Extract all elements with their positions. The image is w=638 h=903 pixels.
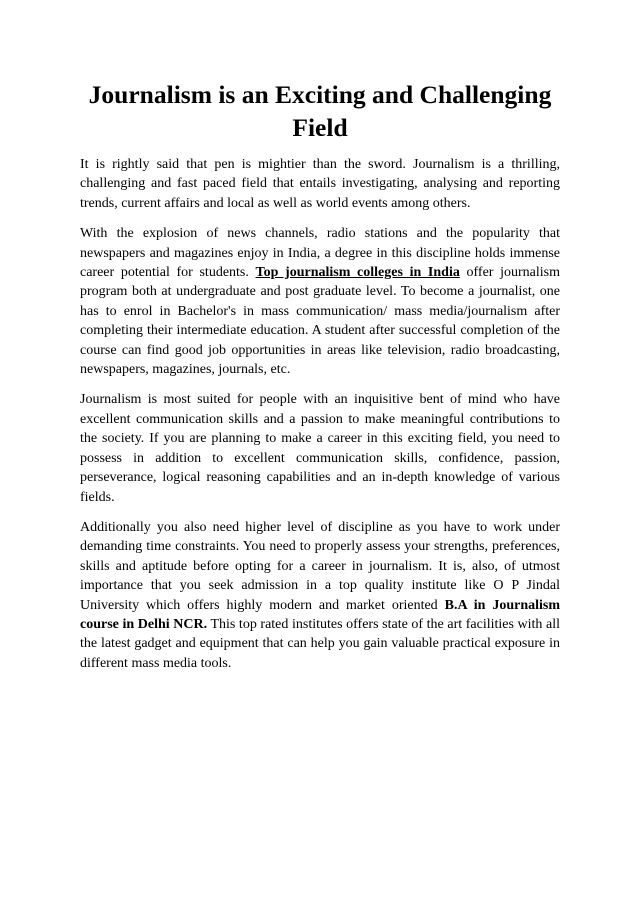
paragraph-text: offer journalism program both at undergraduate and post graduate level. To become a journalist, one has to enrol in Bachelor's in mass communication/ mass media/journalism after completing their intermediate education. A student after successful completion of the course can find good job opportunities in areas like television, radio broadcasting, newspapers, magazines, journals, etc.	[80, 265, 561, 378]
course-name-bold: B.A in Journalism course in Delhi NCR.	[80, 597, 561, 632]
paragraph-text: With the explosion of news channels, radio stations and the popularity that newspapers and magazines enjoy in India, a degree in this discipline holds immense career potential for students.	[80, 226, 560, 281]
paragraph-career-potential	[80, 224, 560, 379]
paragraph-text: Additionally you also need higher level of discipline as you have to work under demanding time constraints. You need to properly assess your strengths, preferences, skills and aptitude before opting for a career in journalism. It is, also, of utmost importance that you seek admission in a top quality institute like O P Jindal University which offers highly modern and market oriented	[80, 519, 560, 613]
paragraph-discipline	[80, 518, 560, 673]
paragraph-intro: It is rightly said that pen is mightier than the sword. Journalism is a thrilling, challenging and fast paced field that entails investigating, analysing and reporting trends, current affairs and local as well as world events among others.	[80, 157, 560, 211]
top-journalism-colleges-link[interactable]: Top journalism colleges in India	[255, 265, 460, 281]
document-page	[80, 78, 560, 684]
paragraph-text: This top rated institutes offers state of the art facilities with all the latest gadget and equipment that can help you gain valuable practical exposure in different mass media tools.	[80, 616, 561, 671]
paragraph-suitability: Journalism is most suited for people with an inquisitive bent of mind who have excellent communication skills and a passion to make meaningful contributions to the society. If you are planning to make a career in this exciting field, you need to possess in addition to excellent communication skills, confidence, passion, perseverance, logical reasoning capabilities and an in-depth knowledge of various fields.	[80, 392, 560, 505]
document-title: Journalism is an Exciting and Challenging Field	[88, 80, 552, 142]
